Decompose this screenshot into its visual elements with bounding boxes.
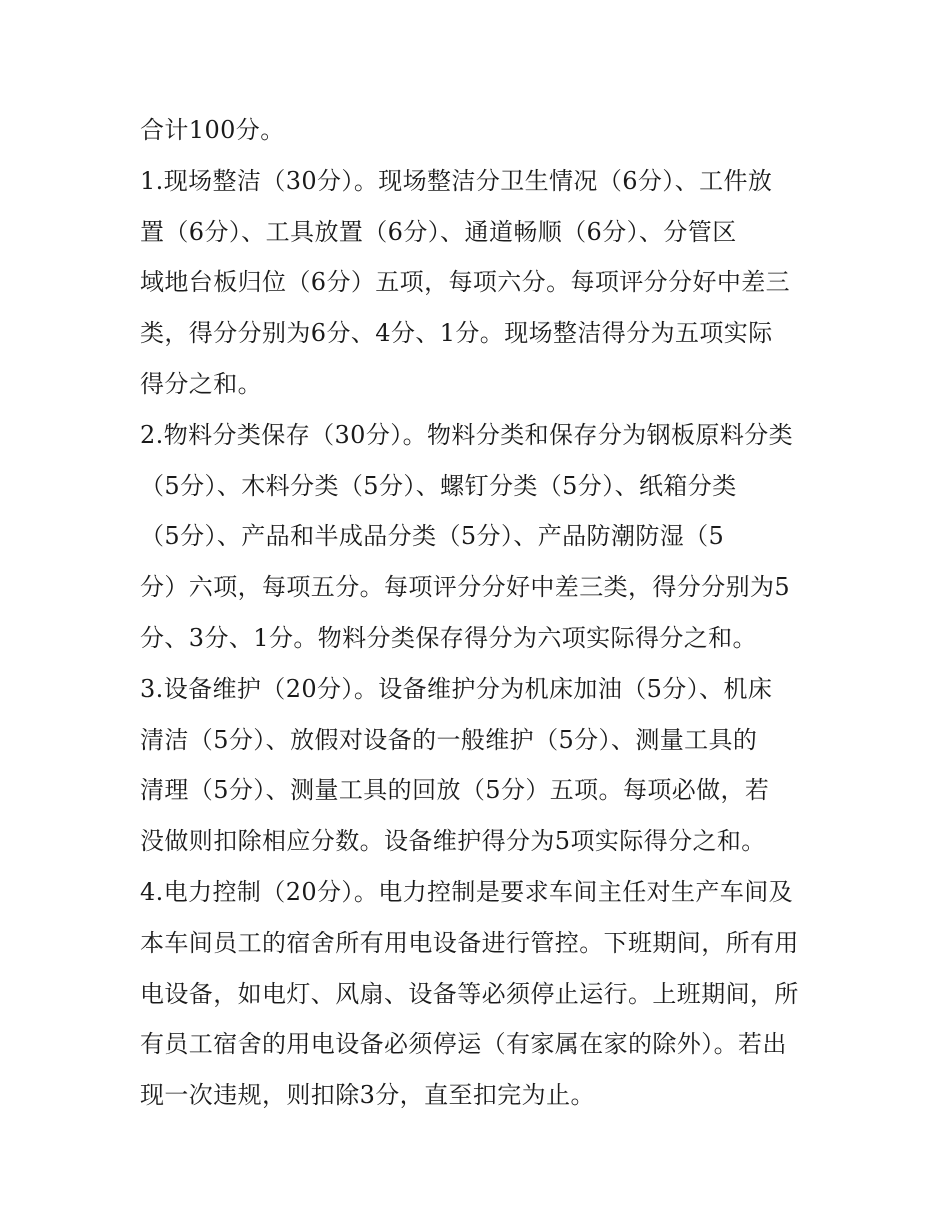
text-line: 类，得分分别为6分、4分、1分。现场整洁得分为五项实际 (140, 319, 773, 348)
text-line-item4-heading: 4.电力控制（20分）。电力控制是要求车间主任对生产车间及 (140, 877, 794, 906)
text-line: （5分）、木料分类（5分）、螺钉分类（5分）、纸箱分类 (140, 471, 737, 500)
text-line: （5分）、产品和半成品分类（5分）、产品防潮防湿（5 (140, 522, 725, 551)
text-line: 清理（5分）、测量工具的回放（5分）五项。每项必做，若 (140, 776, 770, 805)
text-line-total: 合计100分。 (140, 116, 285, 144)
document-body (140, 105, 820, 1121)
text-line: 域地台板归位（6分）五项，每项六分。每项评分分好中差三 (140, 268, 791, 297)
text-line: 电设备，如电灯、风扇、设备等必须停止运行。上班期间，所 (140, 979, 799, 1008)
text-line-item3-heading: 3.设备维护（20分）。设备维护分为机床加油（5分）、机床 (140, 674, 773, 703)
text-line: 现一次违规，则扣除3分，直至扣完为止。 (140, 1081, 595, 1110)
text-line: 得分之和。 (140, 369, 262, 398)
text-line: 清洁（5分）、放假对设备的一般维护（5分）、测量工具的 (140, 725, 758, 754)
text-line: 分）六项，每项五分。每项评分分好中差三类，得分分别为5 (140, 573, 791, 602)
text-line-item2-heading: 2.物料分类保存（30分）。物料分类和保存分为钢板原料分类 (140, 420, 794, 449)
text-line: 置（6分）、工具放置（6分）、通道畅顺（6分）、分管区 (140, 217, 737, 246)
text-line: 分、3分、1分。物料分类保存得分为六项实际得分之和。 (140, 623, 757, 652)
text-line-item1-heading: 1.现场整洁（30分）。现场整洁分卫生情况（6分）、工件放 (140, 166, 773, 195)
text-line: 有员工宿舍的用电设备必须停运（有家属在家的除外）。若出 (140, 1030, 787, 1059)
text-line: 没做则扣除相应分数。设备维护得分为5项实际得分之和。 (140, 827, 766, 856)
text-line: 本车间员工的宿舍所有用电设备进行管控。下班期间，所有用 (140, 928, 799, 957)
